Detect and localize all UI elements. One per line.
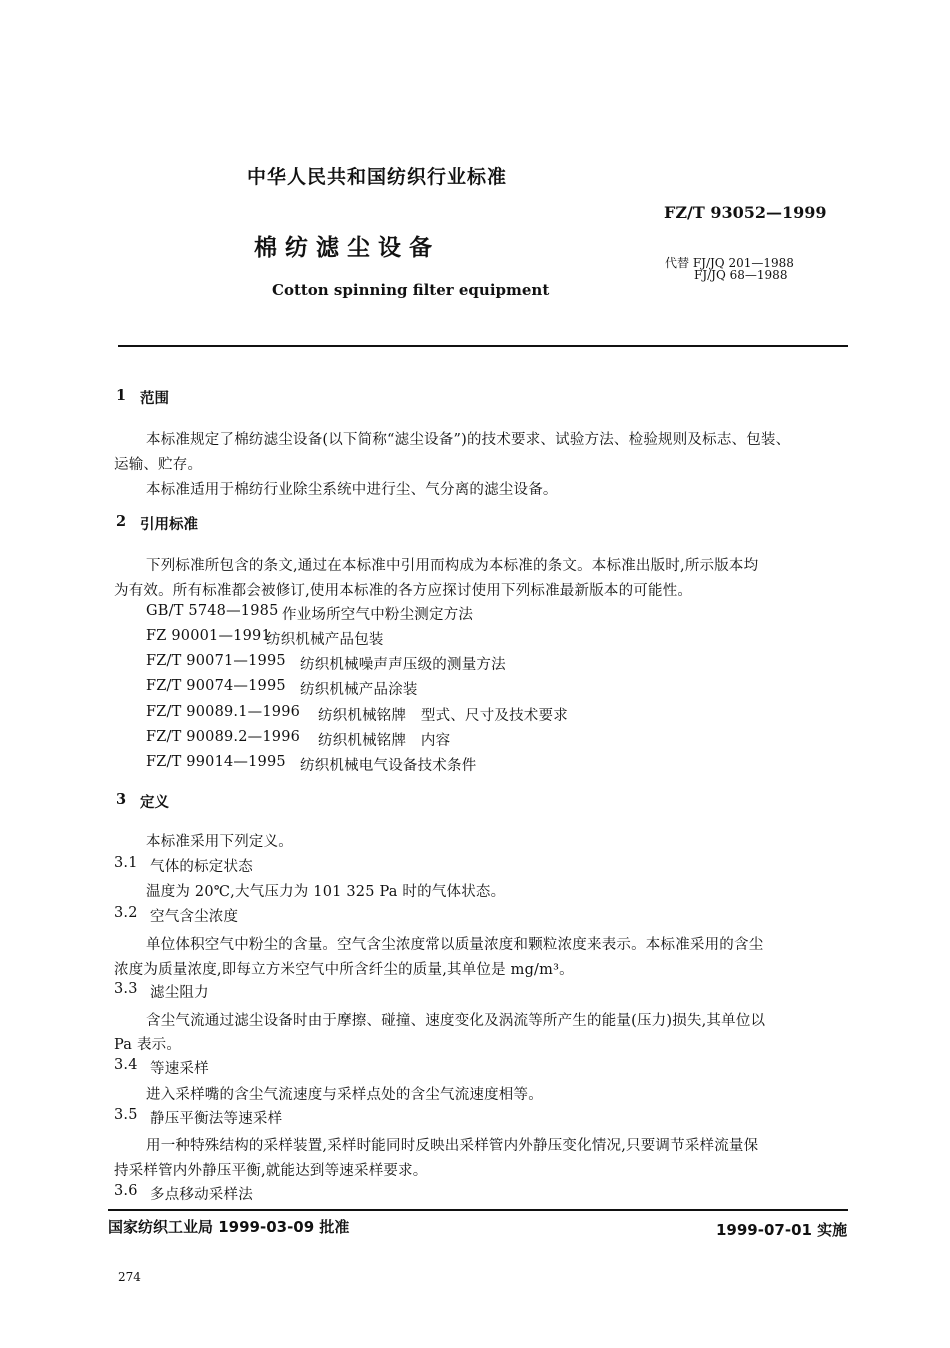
- section-1-para1-line1: 本标准规定了棉纺滤尘设备(以下简称“滤尘设备”)的技术要求、试验方法、检验规则及标志、包装、: [146, 432, 791, 448]
- definition-term: 多点移动采样法: [150, 1187, 253, 1203]
- national-standard-title: 中华人民共和国纺织行业标准: [247, 166, 508, 188]
- replaces-line-2: FJ/JQ 68—1988: [694, 268, 788, 282]
- section-3-intro: 本标准采用下列定义。: [146, 834, 293, 850]
- document-title-cn: 棉 纺 滤 尘 设 备: [254, 235, 433, 261]
- implementation-date: 1999-07-01 实施: [716, 1221, 848, 1239]
- definition-term: 等速采样: [150, 1061, 209, 1077]
- definition-text: 温度为 20℃,大气压力为 101 325 Pa 时的气体状态。: [146, 884, 506, 900]
- reference-title: 纺织机械产品包装: [266, 632, 384, 648]
- definition-term: 气体的标定状态: [150, 859, 253, 875]
- section-2-para-line1: 下列标准所包含的条文,通过在本标准中引用而构成为本标准的条文。本标准出版时,所示版本均: [146, 558, 759, 574]
- footer-rule: [108, 1209, 848, 1211]
- definition-text-line2: Pa 表示。: [114, 1037, 182, 1053]
- section-1-para1-line2: 运输、贮存。: [114, 457, 203, 473]
- definition-text-line2: 持采样管内外静压平衡,就能达到等速采样要求。: [114, 1163, 428, 1179]
- definition-number: 3.2: [114, 905, 138, 921]
- reference-code: FZ/T 90071—1995: [146, 653, 286, 669]
- definition-number: 3.6: [114, 1183, 138, 1199]
- section-3-heading: 定义: [140, 795, 169, 811]
- section-3-number: 3: [116, 791, 127, 808]
- standard-code: FZ/T 93052—1999: [664, 203, 827, 222]
- definition-term: 空气含尘浓度: [150, 909, 239, 925]
- definition-number: 3.1: [114, 855, 138, 871]
- section-1-number: 1: [116, 387, 127, 404]
- replaces-line-1: 代替 FJ/JQ 201—1988: [665, 256, 794, 270]
- definition-term: 静压平衡法等速采样: [150, 1111, 283, 1127]
- reference-title: 纺织机械噪声声压级的测量方法: [300, 657, 506, 673]
- reference-title: 纺织机械铭牌 型式、尺寸及技术要求: [318, 708, 568, 724]
- definition-number: 3.4: [114, 1057, 138, 1073]
- reference-title: 纺织机械铭牌 内容: [318, 733, 451, 749]
- reference-title: 纺织机械产品涂装: [300, 682, 418, 698]
- reference-code: FZ/T 90074—1995: [146, 678, 286, 694]
- definition-text: 进入采样嘴的含尘气流速度与采样点处的含尘气流速度相等。: [146, 1087, 543, 1103]
- definition-text-line1: 用一种特殊结构的采样装置,采样时能同时反映出采样管内外静压变化情况,只要调节采样流量保: [146, 1138, 759, 1154]
- reference-title: 作业场所空气中粉尘测定方法: [282, 607, 474, 623]
- definition-number: 3.3: [114, 981, 138, 997]
- reference-code: FZ/T 90089.1—1996: [146, 704, 301, 720]
- definition-text-line2: 浓度为质量浓度,即每立方米空气中所含纤尘的质量,其单位是 mg/m³。: [114, 962, 574, 978]
- section-2-number: 2: [116, 513, 127, 530]
- reference-code: FZ/T 99014—1995: [146, 754, 286, 770]
- section-2-para-line2: 为有效。所有标准都会被修订,使用本标准的各方应探讨使用下列标准最新版本的可能性。: [114, 583, 693, 599]
- section-1-heading: 范围: [140, 391, 169, 407]
- header-rule: [118, 345, 848, 347]
- definition-term: 滤尘阻力: [150, 985, 209, 1001]
- document-title-en: Cotton spinning filter equipment: [272, 281, 550, 299]
- reference-code: FZ 90001—1991: [146, 628, 271, 644]
- approval-date: 国家纺织工业局 1999-03-09 批准: [108, 1218, 350, 1236]
- section-1-para2: 本标准适用于棉纺行业除尘系统中进行尘、气分离的滤尘设备。: [146, 482, 558, 498]
- page-number: 274: [118, 1270, 141, 1284]
- section-2-heading: 引用标准: [140, 517, 198, 533]
- definition-number: 3.5: [114, 1107, 138, 1123]
- definition-text-line1: 单位体积空气中粉尘的含量。空气含尘浓度常以质量浓度和颗粒浓度来表示。本标准采用的含尘: [146, 937, 764, 953]
- reference-title: 纺织机械电气设备技术条件: [300, 758, 477, 774]
- reference-code: FZ/T 90089.2—1996: [146, 729, 301, 745]
- definition-text-line1: 含尘气流通过滤尘设备时由于摩擦、碰撞、速度变化及涡流等所产生的能量(压力)损失,其单位以: [146, 1013, 766, 1029]
- reference-code: GB/T 5748—1985: [146, 603, 279, 619]
